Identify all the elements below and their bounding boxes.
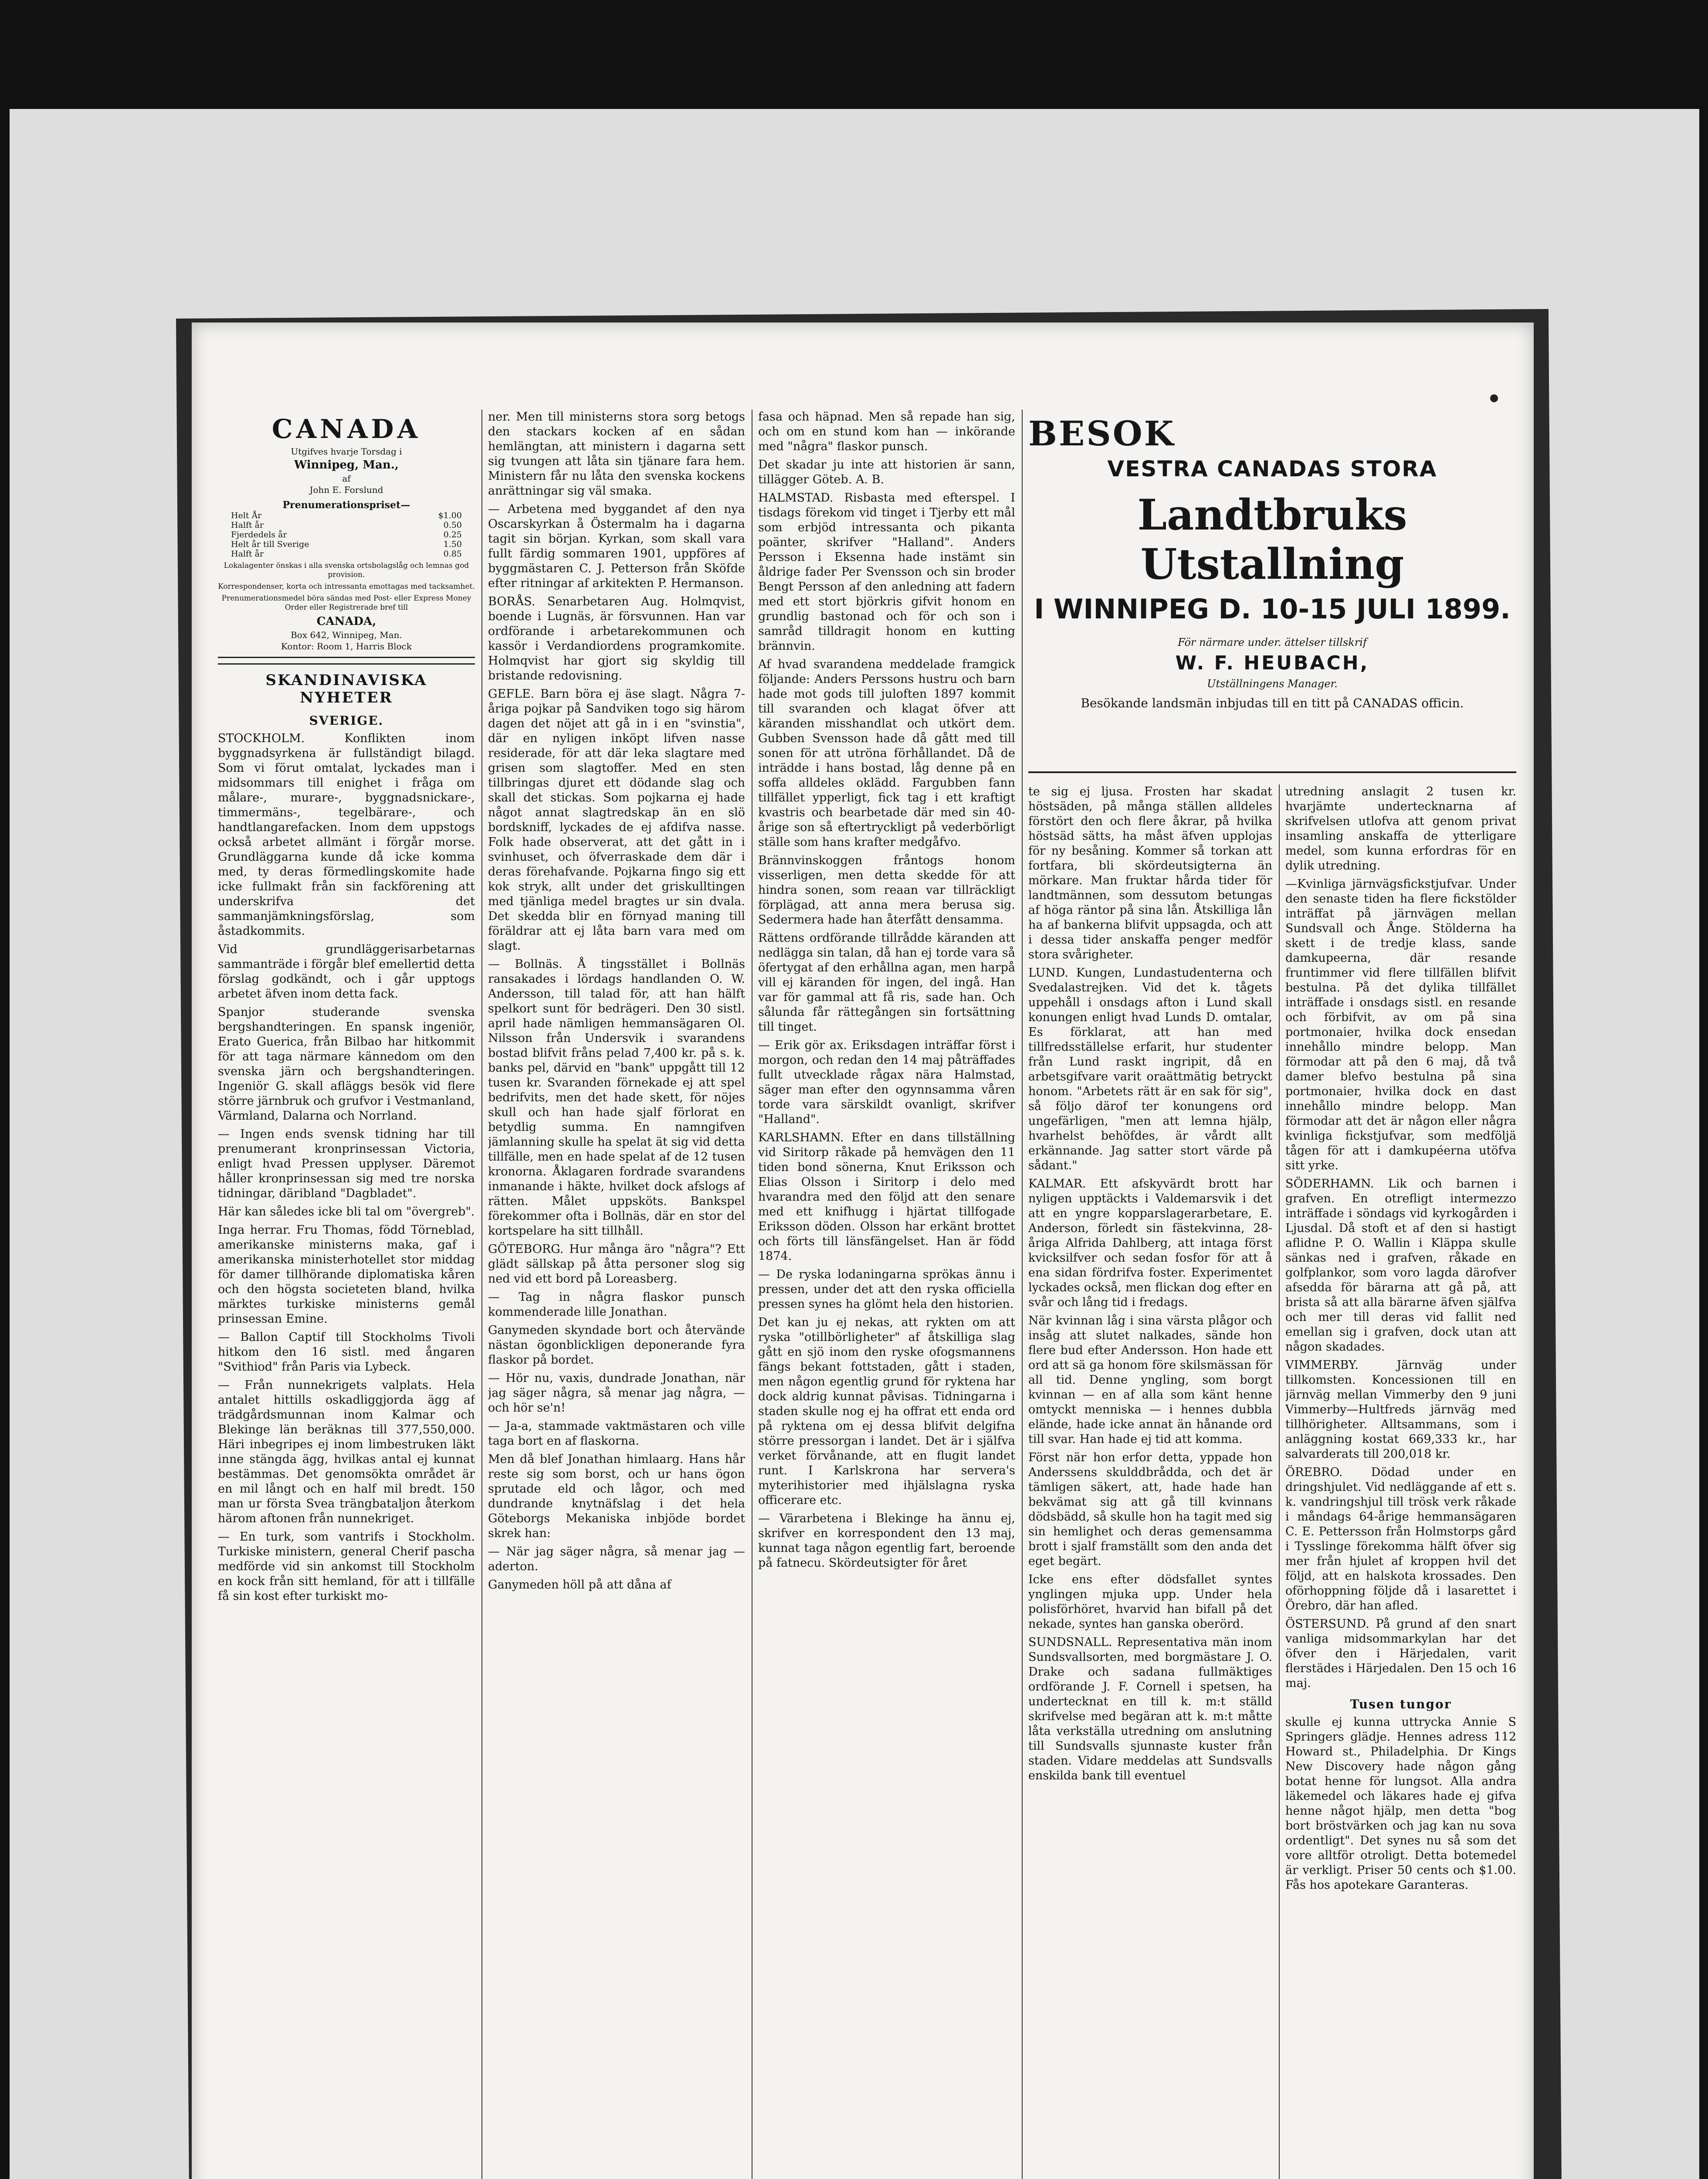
article-paragraph: — Ja-a, stammade vaktmästaren och ville taga bort en af flaskorna. [488, 1419, 745, 1448]
article-paragraph: Rättens ordförande tillrådde käranden att nedlägga sin talan, då han ej torde vara så öfertygat af den erhållna agan, men harpå vill ej käranden för ingen, del ingå. Han var för gammal att få ris, sade han. Och sålunda får rättegången sin fortsättning till tinget. [758, 931, 1015, 1034]
column-1 [218, 410, 475, 2179]
masthead [218, 414, 475, 658]
article-paragraph: LUND. Kungen, Lundastudenterna och Svedalastrejken. Vid det k. tågets uppehåll i onsdags afton i Lund skall konungen enligt hvad Lunds D. omtalar, Es förklarat, att han med tillfredsställelse erfarit, hur studenter från Lund raskt ingripit, då en arbetsgifvare varit oraättmätig betryckt honom. "Arbetets rätt är en sak för sig", så följo därof ter konungens ord ungefärligen, "men att lemna hjälp, hvarhelst behöfdes, är vårdt allt erkännande. Jag satter stort värde på sådant." [1028, 966, 1272, 1172]
column-3 [758, 410, 1015, 2179]
article-paragraph: Ganymeden höll på att dåna af [488, 1578, 671, 1592]
column-5 [1285, 784, 1516, 2179]
price-value: 0.50 [443, 520, 462, 530]
office-line: Kontor: Room 1, Harris Block [281, 641, 412, 652]
article-paragraph: KALMAR. Ett afskyvärdt brott har nyligen upptäckts i Valdemarsvik i det att en yngre kopparslagerarbetare, E. Anderson, förledt sin fästekvinna, 28-åriga Alfrida Dahlberg, att intaga först kvicksilfver och sedan fosfor för att å ena sidan fördrifva foster. Experimentet lyckades också, men flickan dog efter en svår och lång tid i fredags. [1028, 1177, 1272, 1309]
price-label: Fjerdedels år [231, 530, 287, 540]
column-rule [1279, 784, 1280, 2179]
article-paragraph: — Tag in några flaskor punsch kommenderade lille Jonathan. [488, 1290, 745, 1319]
article-paragraph: ÖREBRO. Dödad under en dringshjulet. Vid nedläggande af ett s. k. vandringshjul till trösk verk råkade i måndags 64-årige hemmansägaren C. E. Pettersson från Holmstorps gård i Tysslinge förekomma hälft öfver sig mer från hjulet af kroppen hvil det följd, att en halskota krossades. Den oförhoppning följde då i lasarettet i Örebro, där han afled. [1285, 1466, 1516, 1612]
masthead-note: Lokalagenter önskas i alla svenska ortsbolagslåg och lemnas god provision. [224, 561, 469, 579]
ad-heading: Tusen tungor [1350, 1697, 1452, 1711]
subsection-heading: SVERIGE. [309, 713, 384, 728]
divider [218, 663, 475, 665]
price-value: 0.85 [443, 549, 462, 559]
article-paragraph: SÖDERHAMN. Lik och barnen i grafven. En otrefligt intermezzo inträffade i söndags vid kyrkogården i Ljusdal. Då stoft et af den si hastigt aflidne P. O. Wallin i Kläppa skulle sänkas ned i grafven, råkade en golfplankor, som voro lagda därofver afsedda för bärarna att gå på, att brista så att alla bärarne äfven själfva och mer till deras vid fallit ned emellan sig i grafven, dock utan att någon skadades. [1285, 1177, 1516, 1354]
article-paragraph: — När jag säger några, så menar jag — aderton. [488, 1545, 745, 1573]
ad-invitation: Besökande landsmän inbjudas till en titt på CANADAS officin. [1081, 696, 1464, 710]
article-paragraph: GÖTEBORG. Hur många äro "några"? Ett glädt sällskap på åtta personer slog sig ned vid ett bord på Loreasberg. [488, 1242, 745, 1286]
article-paragraph: — Ballon Captif till Stockholms Tivoli hitkom den 16 sistl. med ångaren "Svithiod" från Paris via Lybeck. [218, 1330, 475, 1374]
binding-hole [1490, 394, 1498, 402]
price-label: Halft år [231, 520, 264, 530]
ad-paragraph: skulle ej kunna uttrycka Annie S Springers glädje. Hennes adress 112 Howard st., Philadelphia. Dr Kings New Discovery hade någon gång botat henne för lungsot. Alla andra läkemedel och läkares hade ej gifva henne något hjälp, men detta "bog bort bröstvärken och jag kan nu sova ordentligt". Det synes nu så som det vore alltför otroligt. Detta botemedel är verkligt. Priser 50 cents och $1.00. Fås hos apotekare Garanteras. [1285, 1715, 1516, 1892]
article-paragraph: Icke ens efter dödsfallet syntes ynglingen mjuka upp. Under hela polisförhöret, hvarvid han bifall på det nekade, syntes han ganska oberörd. [1028, 1573, 1272, 1631]
price-value: $1.00 [438, 511, 462, 520]
price-value: 0.25 [443, 530, 462, 540]
article-paragraph: — Värarbetena i Blekinge ha ännu ej, skrifver en korrespondent den 13 maj, kunnat taga någon egentlig fart, beroende på fatnecu. Skördeutsigter för året [758, 1512, 1015, 1570]
column-rule [481, 410, 482, 2179]
article-paragraph: — En turk, som vantrifs i Stockholm. Turkiske ministern, general Cherif pascha medförde vid sin ankomst till Stockholm en kock från sitt hemland, för att i tillfälle få sin kost efter turkiskt mo- [218, 1530, 475, 1603]
section-heading: SKANDINAVISKA NYHETER [265, 672, 427, 706]
price-row [218, 530, 475, 540]
article-paragraph: — Hör nu, vaxis, dundrade Jonathan, när jag säger några, så menar jag några, — och hör se'n! [488, 1371, 745, 1415]
article-paragraph: — Erik gör ax. Eriksdagen inträffar först i morgon, och redan den 14 maj påträffades fullt utvecklade rågax nära Halmstad, säger man efter den ogynnsamma våren torde vara särskildt ovanligt, skrifver "Halland". [758, 1039, 1015, 1126]
article-paragraph: Det skadar ju inte att historien är sann, tillägger Göteb. A. B. [758, 458, 1015, 486]
article-paragraph: GEFLE. Barn böra ej äse slagt. Några 7-åriga pojkar på Sandviken togo sig härom dagen det nöjet att gå in i en "svinstia", där en nyligen inköpt lifven nasse residerade, för att där leka slagtare med grisen som slagtoffer. Med en sten tillbringas djuret ett dödande slag och skall det stickas. Som pojkarna ej hade något annat slagtredskap än en slö bordskniff, lyckades de ej afdifva nasse. Folk hade observerat, att det gått in i svinhuset, och öfverraskade dem där i deras förehafvande. Pojkarna fingo sig ett kok stryk, allt under det griskulltingen med tjänliga medel bragtes ur sin dvala. Det skedda blir en förnyad maning till föräldrar att ej låta barn vara med om slagt. [488, 687, 745, 953]
price-row [218, 511, 475, 520]
masthead-note: Korrespondenser, korta och intressanta emottagas med tacksamhet. [218, 582, 475, 591]
article-paragraph: te sig ej ljusa. Frosten har skadat höstsäden, på många ställen alldeles förstört den och flere åkrar, på hvilka höstsäd sätts, ha måst äfven upplojas för ny besåning. Kommer så torkan att fortfara, bli skördeutsigterna än mörkare. Man fruktar hårda tider för landtmännen, som dessutom betungas af höga räntor på sina lån. Åtskilliga lån ha af bankerna blifvit uppsagda, och att i dessa tider anskaffa penger medför stora svårigheter. [1028, 785, 1272, 961]
article-paragraph: ÖSTERSUND. På grund af den snart vanliga midsommarkylan har det öfver den i Härjedalen, varit flerstädes i Härjedalen. Den 15 och 16 maj. [1285, 1617, 1516, 1690]
masthead-editor: John E. Forslund [309, 485, 383, 495]
article-paragraph: — Ingen ends svensk tidning har till prenumerant kronprinsessan Victoria, enligt hvad Pressen upplyser. Däremot håller kronprinsessan sig med tre norska tidningar, däribland "Dagbladet". [218, 1127, 475, 1200]
price-heading: Prenumerationspriset— [282, 499, 410, 511]
article-paragraph: fasa och häpnad. Men så repade han sig, och om en stund kom han — inkörande med "några" flaskor punsch. [758, 410, 1015, 453]
ad-headline: BESOK [1028, 414, 1176, 454]
price-row [218, 520, 475, 530]
article-paragraph: När kvinnan låg i sina värsta plågor och insåg att slutet nalkades, sände hon flere bud efter Andersson. Hon hade ett ord att sä ga honom före skilsmässan för all tid. Denne yngling, som borgt kvinnan — en af alla som känt henne omtyckt menniska — i hennes dubbla elände, hade icke annat än hånande ord till svar. Han hade ej tid att komma. [1028, 1314, 1272, 1446]
masthead-place: Winnipeg, Man., [294, 458, 399, 472]
masthead-note: Prenumerationsmedel böra sändas med Post- eller Express Money Order eller Registrerade bref till [221, 594, 471, 612]
exhibition-advertisement [1028, 410, 1516, 773]
column-2 [488, 410, 745, 2179]
article-paragraph: — Bollnäs. Å tingsstället i Bollnäs ransakades i lördags handlanden O. W. Andersson, till talad för, att han hälft spelkort sunt för bedrägeri. Den 30 sistl. april hade nämligen hemmansägaren Ol. Nilsson från Undersvik i svarandens bostad blifvit fråns pelad 7,400 kr. på s. k. banks pel, därvid en "bank" uppgått till 12 tusen kr. Svaranden förnekade ej att spel bedrifvits, men det hade skett, för nöjes skull och han hade sjalf förlorat en betydlig summa. En namngifven jämlanning skulle ha spelat ät sig vid detta tillfälle, men en hade spelat af de 12 tusen kronorna. Åklagaren fordrade svarandens inmanande i häkte, hvilket dock afslogs af rätten. Målet uppsköts. Bankspel förekommer ofta i Bollnäs, där en stor del kortspelare ha sitt tillhåll. [488, 957, 745, 1238]
article-paragraph: Vid grundläggerisarbetarnas sammanträde i förgår blef emellertid detta förslag godkändt, och i går upptogs arbetet äfven inom detta fack. [218, 943, 475, 1001]
address-title: CANADA, [316, 615, 376, 628]
article-paragraph: Spanjor studerande svenska bergshandteringen. En spansk ingeniör, Erato Guerica, från Bilbao har hitkommit för att taga närmare kännedom om den svenska järn och bergshandteringen. Ingeniör G. skall afläggs besök vid flere större järnbruk och grufvor i Vestmanland, Värmland, Dalarna och Norrland. [218, 1005, 475, 1123]
ad-date: I WINNIPEG D. 10-15 JULI 1899. [1034, 593, 1511, 625]
price-row [218, 549, 475, 559]
article-paragraph: SUNDSNALL. Representativa män inom Sundsvallsorten, med borgmästare J. O. Drake och sadana fullmäktiges ordförande J. F. Cornell i spetsen, ha undertecknat en till k. m:t ställd skrifvelse med begäran att k. m:t måtte låta verkställa utredning om anslutning till Sundsvalls sjunnaste kuster från staden. Vidare meddelas att Sundsvalls enskilda bank till eventuel [1028, 1636, 1272, 1782]
article-paragraph: Ganymeden skyndade bort och återvände nästan ögonblickligen deponerande fyra flaskor på bordet. [488, 1324, 745, 1367]
article-paragraph: —Kvinliga järnvägsfickstjufvar. Under den senaste tiden ha flere fickstölder inträffat på järnvägen mellan Sundsvall och Ånge. Stölderna ha skett i de tredje klass, sande damkupeerna, där resande fruntimmer vid flere tillfällen blifvit bestulna. På det dylika tillfället inträffade i onsdags sistl. en resande och förbifvit, av om på sina portmonaier, hvilka dock ensedan innehållo mindre belopp. Man förmodar att på den 6 maj, då två damer blefvo bestulna på sina portmonaier, hvilka dock en dast innehållo mindre belopp. Man förmodar att det är någon eller några kvinliga fickstjufvar, som medföljä tågen för att i damkupéerna utöfva sitt yrke. [1285, 877, 1516, 1172]
price-value: 1.50 [443, 540, 462, 549]
masthead-title: CANADA [271, 414, 421, 445]
article-paragraph: Här kan således icke bli tal om "övergreb". [218, 1205, 475, 1218]
article-paragraph: Men då blef Jonathan himlaarg. Hans hår reste sig som borst, och ur hans ögon sprutade eld och lågor, och med dundrande knytnäfslag i det hela Göteborgs Mekaniska inbjöde bordet skrek han: [488, 1453, 745, 1540]
ad-info: För närmare under. ättelser tillskrif [1178, 636, 1367, 648]
article-paragraph: Inga herrar. Fru Thomas, född Törneblad, amerikanske ministerns maka, gaf i amerikanska ministerhotellet stor middag för damer tillhörande diplomatiska kåren och den högsta societeten bland, hvilka märktes turkiske ministerns gemål prinsessan Emine. [218, 1223, 475, 1326]
article-paragraph: — Arbetena med byggandet af den nya Oscarskyrkan å Östermalm ha i dagarna tagit sin början. Kyrkan, som skall vara fullt färdig sommaren 1901, uppföres af byggmästaren C. J. Petterson från Sköfde efter ritningar af arkitekten P. Hermanson. [488, 502, 745, 590]
column-rule [1022, 410, 1023, 2179]
price-label: Helt år till Sverige [231, 540, 309, 549]
masthead-line: Utgifves hvarje Torsdag i [291, 446, 402, 457]
article-paragraph: KARLSHAMN. Efter en dans tillställning vid Siritorp råkade på hemvägen den 11 tiden bond sönerna, Knut Eriksson och Elias Olsson i Siritorp i delo med hvarandra med den följd att den senare med ett knifhugg i hjärtat tillfogade Eriksson döden. Olsson har erkänt brottet och förts till länsfängelset. Han är född 1874. [758, 1131, 1015, 1263]
column-4 [1028, 784, 1272, 2179]
address-line: Box 642, Winnipeg, Man. [291, 630, 402, 640]
ad-manager-role: Utställningens Manager. [1207, 678, 1338, 690]
ad-manager-name: W. F. HEUBACH, [1175, 652, 1369, 674]
article-paragraph: ner. Men till ministerns stora sorg betogs den stackars kocken af en sådan hemlängtan, att ministern i dagarna sett sig tvungen att låta sin tjänare fara hem. Ministern får nu låta den svenska kockens anrättningar sig väl smaka. [488, 410, 745, 498]
article-paragraph: Af hvad svarandena meddelade framgick följande: Anders Perssons hustru och barn hade mot gods till juloften 1897 kommit till svaranden och klagat öfver att käranden misshandlat och utkört dem. Gubben Svensson hade då gått med till sonen för att utröna förhållandet. Då de inträdde i hans bostad, låg denne på en soffa alldeles oklädd. Fargubben fann tillfället ypperligt, fick tag i ett kraftigt kvastris och bearbetade där med sin 40-årige son så eftertryckligt på vederbörligt ställe som hans krafter medgåfvo. [758, 658, 1015, 849]
article-paragraph: HALMSTAD. Risbasta med efterspel. I tisdags förekom vid tinget i Tjerby ett mål som erbjöd intressanta och pikanta poänter, skrifver "Halland". Anders Persson i Eksenna hade instämt sin åldrige fader Per Svensson och sin broder Bengt Persson af den anledning att fadern med ett stort björkris gifvit honom en grundlig bastonad och för och son i samråd tilldragit honom en kutting brännvin. [758, 491, 1015, 653]
ad-subheadline: VESTRA CANADAS STORA [1107, 456, 1437, 482]
article-paragraph: Brännvinskoggen fråntogs honom visserligen, men detta skedde för att hindra sonen, som reaan var tillräckligt förplägad, att anna mera berusa sig. Sedermera hade han återfått densamma. [758, 854, 1015, 927]
article-paragraph: VIMMERBY. Järnväg under tillkomsten. Koncessionen till en järnväg mellan Vimmerby den 9 juni Vimmerby—Hultfreds järnväg med tillhörigheter. Alltsammans, som i anläggning kostat 669,333 kr., har salvarderats till 200,018 kr. [1285, 1358, 1516, 1461]
price-row [218, 540, 475, 549]
price-label: Helt År [231, 511, 262, 520]
article-paragraph: Det kan ju ej nekas, att rykten om att ryska "otillbörligheter" af åtskilliga slag gått en sjö inom den ryske ofogsmannens fängs bekant fottstaden, gått i staden, men någon egentlig grund för ryktena har dock aldrig kunnat påvisas. Tidningarna i staden skulle nog ej ha offrat ett enda ord på ryktena om ej dessa blifvit delgifna större pressorgan i landet. Det är i själfva verket förvånande, att en flugit landet runt. I Karlskrona har servera's myterihistorier med ihjälslagna ryska officerare etc. [758, 1316, 1015, 1507]
article-paragraph: — Från nunnekrigets valplats. Hela antalet hittills oskadliggjorda ägg af trädgårdsmunnan inom Kalmar och Blekinge län beräknas till 377,550,000. Häri inbegripes ej inom limbestruken läkt inne stängda ägg, hvilkas antal ej kunnat bestämmas. Det genomsökta området är en mil långt och en half mil bredt. 150 man ur första Svea trängbataljon återkom härom aftonen från nunnekriget. [218, 1378, 475, 1525]
article-paragraph: STOCKHOLM. Konflikten inom byggnadsyrkena är fullständigt bilagd. Som vi förut omtalat, lyckades man i midsommars till enighet i fråga om målare-, murare-, byggnadsnickare-, timmermäns-, tegelbärare-, och handtlangarefacken. Inom dem uppstogs också arbetet allmänt i förgår morse. Grundläggarna kunde då icke komma med, ty deras förmedlingskomite hade icke fullmakt från sin fackförening att underskrifva det sammanjämkningsförslag, som åstadkommits. [218, 732, 475, 938]
price-label: Halft år [231, 549, 264, 559]
article-paragraph: Först när hon erfor detta, yppade hon Anderssens skulddbrådda, och det är tämligen säkert, att, hade hade han bekvämat sig att gå till kvinnans dödsbädd, så skulle hon ha tagit med sig sin hemlighet och deras gemensamma brott i sjalf framställt som den anda det eget begärt. [1028, 1451, 1272, 1568]
ad-title: Landtbruks Utstallning [1137, 490, 1407, 589]
article-paragraph: utredning anslagit 2 tusen kr. hvarjämte undertecknarna af skrifvelsen utlofva att genom privat insamling anskaffa de ytterligare medel, som kunna erfordras för en dylik utredning. [1285, 785, 1516, 872]
masthead-of: af [342, 473, 351, 484]
article-paragraph: — De ryska lodaningarna sprökas ännu i pressen, under det att den ryska officiella pressen synes ha glömt hela den historien. [758, 1268, 1015, 1311]
newspaper-page [192, 322, 1534, 2179]
article-paragraph: BORÅS. Senarbetaren Aug. Holmqvist, boende i Lugnäs, är försvunnen. Han var ordförande i arbetarekommunen och kassör i Verdandiordens programkomite. Holmqvist har gjort sig skyldig till bristande redovisning. [488, 595, 745, 682]
